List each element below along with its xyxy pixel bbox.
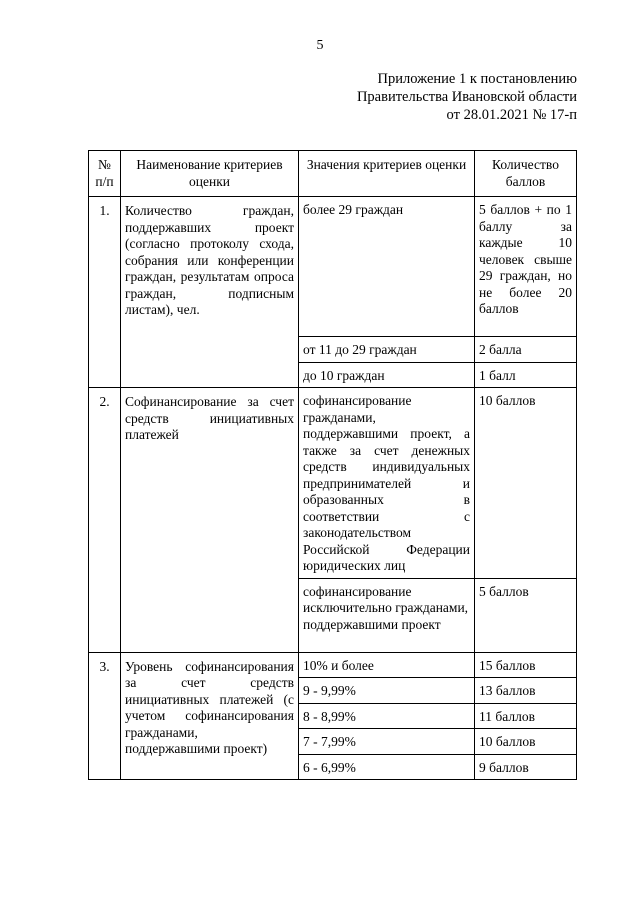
header-points: Количество баллов (475, 151, 577, 197)
table-row (89, 388, 577, 579)
appendix-header (357, 70, 577, 124)
criterion-points: 9 баллов (475, 754, 577, 780)
criterion-value: от 11 до 29 граждан (299, 337, 475, 363)
criterion-points: 1 балл (475, 362, 577, 388)
criterion-name: Количество граждан, поддержавших проект (согласно протоколу схода, собрания или конференции граждан, результатам опроса граждан, подписным листам), чел. (121, 197, 299, 388)
criterion-name: Уровень софинансирования за счет средств инициативных платежей (с учетом софинансирования гражданами, поддержавшими проект) (121, 652, 299, 780)
header-num: № п/п (89, 151, 121, 197)
criterion-value: 10% и более (299, 652, 475, 678)
criterion-points: 5 баллов (475, 578, 577, 652)
criterion-value: 9 - 9,99% (299, 678, 475, 704)
table-header-row (89, 151, 577, 197)
row-number: 2. (89, 388, 121, 653)
appendix-line-3: от 28.01.2021 № 17-п (446, 107, 577, 123)
criterion-points: 11 баллов (475, 703, 577, 729)
criterion-points: 10 баллов (475, 729, 577, 755)
criterion-points: 13 баллов (475, 678, 577, 704)
criterion-value: софинансирование исключительно гражданами, поддержавшими проект (299, 578, 475, 652)
criterion-value: 6 - 6,99% (299, 754, 475, 780)
criterion-value: до 10 граждан (299, 362, 475, 388)
row-number: 1. (89, 197, 121, 388)
criterion-value: 8 - 8,99% (299, 703, 475, 729)
table-row (89, 652, 577, 678)
appendix-line-1: Приложение 1 к постановлению (377, 71, 577, 87)
criterion-value: софинансирование гражданами, поддержавшими проект, а также за счет денежных средств индивидуальных предпринимателей и образованных в соответствии с законодательством Российской Федерации юридических лиц (299, 388, 475, 579)
criterion-value: 7 - 7,99% (299, 729, 475, 755)
row-number: 3. (89, 652, 121, 780)
criterion-name: Софинансирование за счет средств инициативных платежей (121, 388, 299, 653)
table-row (89, 197, 577, 337)
appendix-line-2: Правительства Ивановской области (356, 89, 577, 105)
criterion-value: более 29 граждан (299, 197, 475, 337)
criterion-points: 10 баллов (475, 388, 577, 579)
page-number: 5 (316, 38, 324, 53)
header-name: Наименование критериев оценки (121, 151, 299, 197)
criterion-points: 5 баллов + по 1 баллу за каждые 10 человек свыше 29 граждан, но не более 20 баллов (475, 197, 577, 337)
criterion-points: 2 балла (475, 337, 577, 363)
criterion-points: 15 баллов (475, 652, 577, 678)
header-values: Значения критериев оценки (299, 151, 475, 197)
criteria-table (88, 150, 577, 780)
